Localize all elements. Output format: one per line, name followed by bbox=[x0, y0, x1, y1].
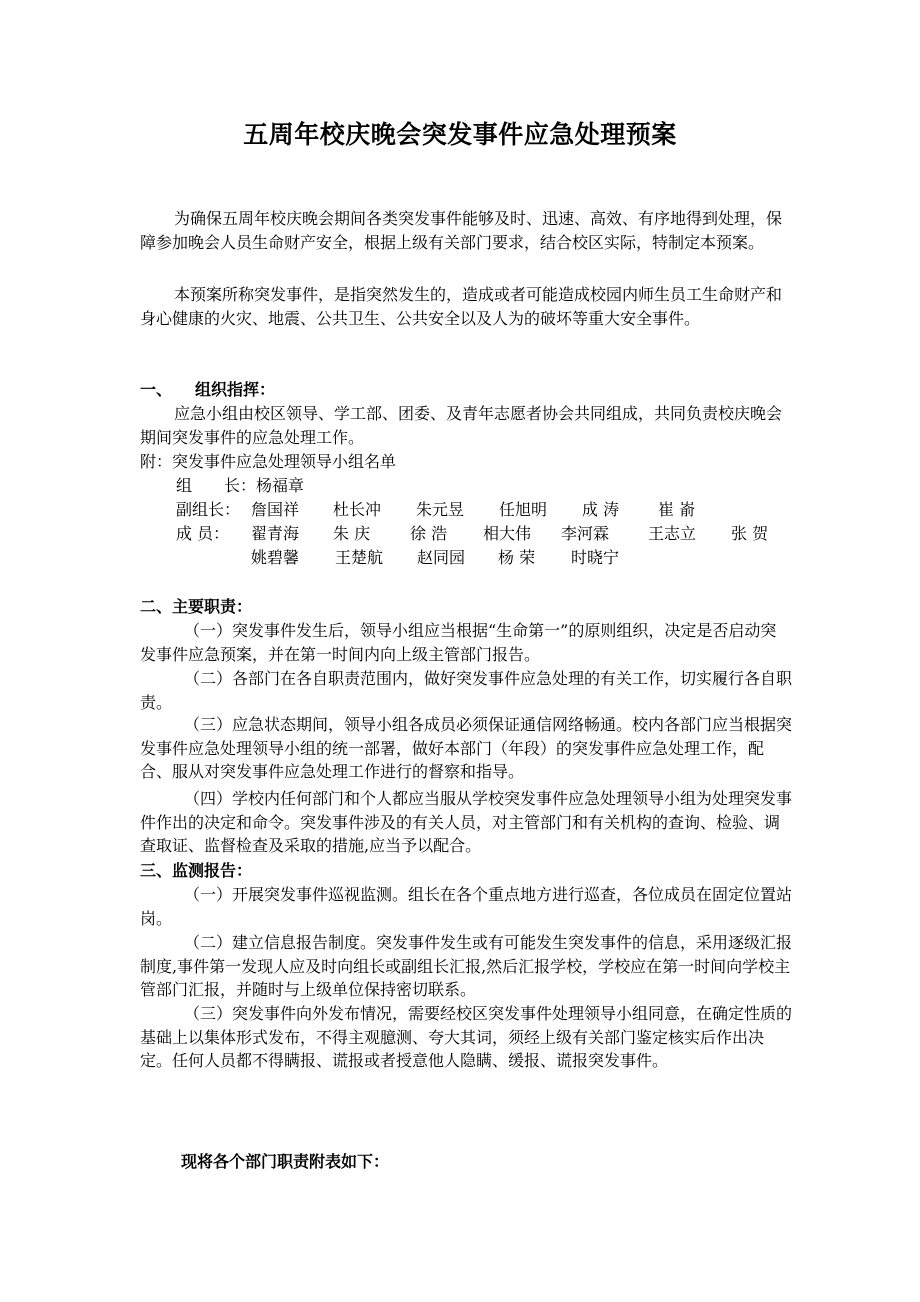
section-3-item-2: （二）建立信息报告制度。突发事件发生或有可能发生突发事件的信息，采用逐级汇报制度,事件第一发现人应及时向组长或副组长汇报,然后汇报学校，学校应在第一时间向学校主管部门汇报，并随时与上级单位保持密切联系。 bbox=[140, 933, 793, 999]
member-name: 王志立 bbox=[648, 524, 697, 543]
document-title: 五周年校庆晚会突发事件应急处理预案 bbox=[243, 120, 677, 149]
section-3-item-3: （三）突发事件向外发布情况，需要经校区突发事件处理领导小组同意，在确定性质的基础上以集体形式发布，不得主观臆测、夸大其词，须经上级有关部门鉴定核实后作出决定。任何人员都不得瞒报、谎报或者授意他人隐瞒、缓报、谎报突发事件。 bbox=[140, 1004, 793, 1070]
leader-name: 杨福章 bbox=[256, 476, 305, 495]
member-label: 成 员： bbox=[176, 524, 230, 543]
intro-paragraph-2: 本预案所称突发事件，是指突然发生的，造成或者可能造成校园内师生员工生命财产和身心健康的火灾、地震、公共卫生、公共安全以及人为的破坏等重大安全事件。 bbox=[140, 285, 783, 328]
deputy-name: 成 涛 bbox=[582, 500, 620, 519]
member-name: 翟青海 bbox=[251, 524, 300, 543]
section-2-item-4: （四）学校内任何部门和个人都应当服从学校突发事件应急处理领导小组为处理突发事件作出的决定和命令。突发事件涉及的有关人员，对主管部门和有关机构的查询、检验、调查取证、监督检查及采取的措施,应当予以配合。 bbox=[140, 789, 793, 855]
section-1-number: 一、 bbox=[140, 380, 173, 399]
attachment-note: 附：突发事件应急处理领导小组名单 bbox=[140, 452, 397, 471]
members-row-1 bbox=[176, 522, 768, 546]
deputy-name: 崔 嵛 bbox=[658, 500, 696, 519]
section-2-item-3: （三）应急状态期间，领导小组各成员必须保证通信网络畅通。校内各部门应当根据突发事件应急处理领导小组的统一部署，做好本部门（年段）的突发事件应急处理工作，配合、服从对突发事件应急处理工作进行的督察和指导。 bbox=[140, 715, 793, 781]
section-1-body: 应急小组由校区领导、学工部、团委、及青年志愿者协会共同组成，共同负责校庆晚会期间突发事件的应急处理工作。 bbox=[140, 404, 783, 447]
member-name: 时晓宁 bbox=[571, 548, 620, 567]
intro-paragraph-1: 为确保五周年校庆晚会期间各类突发事件能够及时、迅速、高效、有序地得到处理，保障参加晚会人员生命财产安全，根据上级有关部门要求，结合校区实际，特制定本预案。 bbox=[140, 209, 783, 252]
member-name: 朱 庆 bbox=[333, 524, 371, 543]
deputy-row bbox=[176, 498, 695, 522]
member-name: 相大伟 bbox=[483, 524, 532, 543]
member-name: 赵同园 bbox=[417, 548, 466, 567]
leader-row bbox=[176, 474, 304, 498]
section-2-heading: 二、主要职责： bbox=[140, 597, 253, 616]
deputy-name: 任旭明 bbox=[499, 500, 548, 519]
closing-note: 现将各个部门职责附表如下： bbox=[181, 1152, 390, 1171]
member-name: 张 贺 bbox=[731, 524, 769, 543]
deputy-name: 杜长冲 bbox=[333, 500, 382, 519]
deputy-name: 朱元昱 bbox=[416, 500, 465, 519]
deputy-name: 詹国祥 bbox=[251, 500, 300, 519]
members-row-2 bbox=[251, 546, 619, 570]
member-name: 徐 浩 bbox=[410, 524, 448, 543]
leader-label: 组 长： bbox=[176, 476, 257, 495]
section-2-item-1: （一）突发事件发生后，领导小组应当根据“生命第一”的原则组织，决定是否启动突发事件应急预案，并在第一时间内向上级主管部门报告。 bbox=[140, 621, 777, 664]
member-name: 姚碧馨 bbox=[251, 548, 300, 567]
section-3-heading: 三、监测报告： bbox=[140, 861, 253, 880]
member-name: 杨 荣 bbox=[498, 548, 536, 567]
section-3-item-1: （一）开展突发事件巡视监测。组长在各个重点地方进行巡查，各位成员在固定位置站岗。 bbox=[140, 885, 793, 928]
member-name: 王楚航 bbox=[335, 548, 384, 567]
section-1-heading: 组织指挥： bbox=[195, 380, 276, 399]
member-name: 李河霖 bbox=[561, 524, 610, 543]
deputy-label: 副组长： bbox=[176, 500, 241, 519]
section-2-item-2: （二）各部门在各自职责范围内，做好突发事件应急处理的有关工作，切实履行各自职责。 bbox=[140, 669, 793, 712]
